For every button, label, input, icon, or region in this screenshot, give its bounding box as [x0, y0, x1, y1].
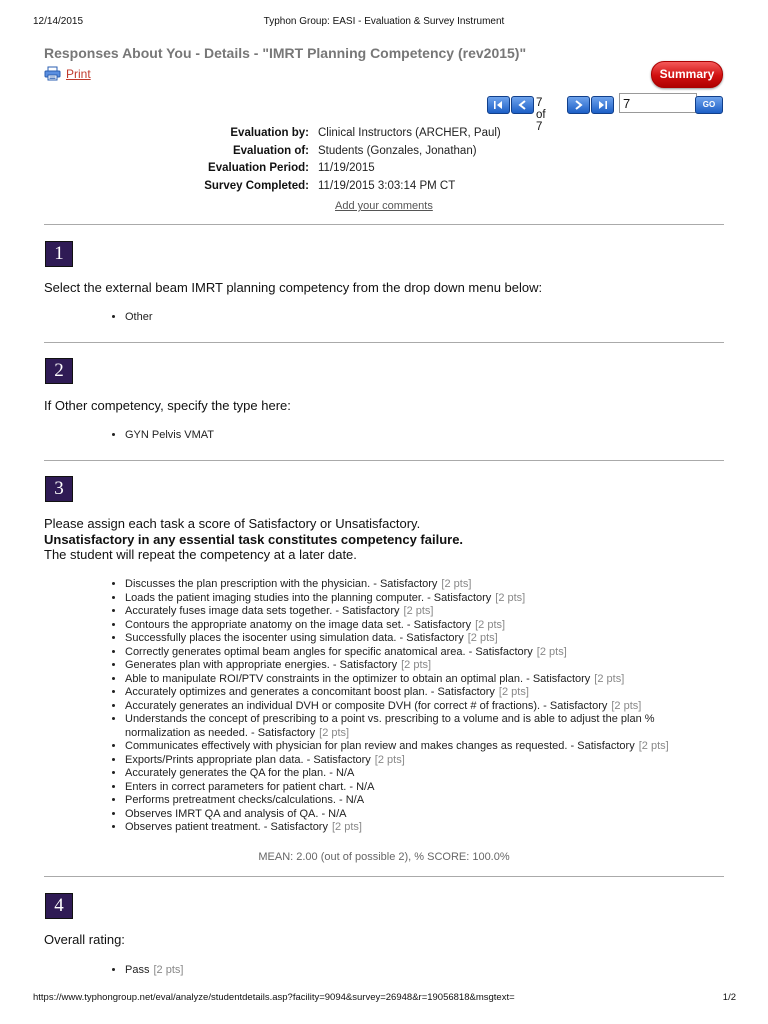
task-item [125, 619, 670, 633]
task-text: Contours the appropriate anatomy on the image data set. - Satisfactory [125, 618, 472, 631]
answer-item: • GYN Pelvis VMAT [125, 429, 214, 443]
question-warning: Unsatisfactory in any essential task constitutes competency failure. [44, 531, 464, 547]
points-label: [2 pts] [403, 605, 434, 617]
question-text: Overall rating: [44, 932, 125, 947]
task-item [125, 754, 670, 768]
points-label: [2 pts] [319, 726, 350, 739]
page-title: Responses About You - Details - "IMRT Planning Competency (rev2015)" [44, 45, 527, 61]
task-item [125, 781, 670, 795]
divider [44, 876, 724, 877]
next-page-icon[interactable] [567, 96, 590, 114]
question-note: The student will repeat the competency at a later date. [44, 547, 357, 562]
divider [44, 224, 724, 225]
answer-item [125, 964, 183, 978]
info-label: Evaluation of: [232, 144, 309, 157]
prev-page-icon[interactable] [511, 96, 534, 114]
task-text: Successfully places the isocenter using simulation data. - Satisfactory [125, 632, 464, 644]
task-text: Exports/Prints appropriate plan data. - Satisfactory [125, 753, 371, 766]
info-value: Students (Gonzales, Jonathan) [318, 144, 477, 157]
question-text: If Other competency, specify the type here: [44, 398, 291, 413]
task-item [125, 686, 670, 700]
task-item [125, 646, 670, 660]
task-text: Performs pretreatment checks/calculations. - N/A [125, 794, 365, 806]
task-text: Correctly generates optimal beam angles for specific anatomical area. - Satisfactory [125, 645, 533, 658]
points-label: [2 pts] [153, 964, 184, 976]
task-text: Accurately optimizes and generates a concomitant boost plan. - Satisfactory [125, 686, 495, 698]
task-list [111, 578, 670, 835]
go-button[interactable]: GO [695, 96, 723, 114]
task-item [125, 821, 670, 835]
info-row-survey-completed [0, 180, 768, 198]
task-text: Accurately generates the QA for the plan. - N/A [125, 767, 355, 779]
task-item [125, 673, 670, 687]
info-row-evaluation-of [0, 145, 768, 163]
task-text: Generates plan with appropriate energies. - Satisfactory [125, 659, 398, 671]
points-label: [2 pts] [498, 686, 529, 698]
answer-list [111, 429, 214, 443]
task-item [125, 605, 670, 619]
task-item [125, 632, 670, 646]
page-number-input[interactable] [619, 93, 697, 113]
points-label: [2 pts] [594, 672, 625, 685]
divider [44, 460, 724, 461]
answer-list [111, 311, 153, 325]
print-doc-title: Typhon Group: EASI - Evaluation & Survey Instrument [263, 16, 505, 27]
points-label: [2 pts] [611, 699, 642, 712]
info-label: Evaluation Period: [208, 162, 309, 174]
task-item [125, 740, 670, 754]
first-page-icon[interactable] [487, 96, 510, 114]
task-text: Discusses the plan prescription with the physician. - Satisfactory [125, 578, 438, 590]
points-label: [2 pts] [441, 578, 472, 590]
printer-icon[interactable] [44, 66, 61, 81]
task-text: Able to manipulate ROI/PTV constraints in the optimizer to obtain an optimal plan. - Satisfactory [125, 672, 591, 685]
question-number-badge: 1 [45, 241, 73, 267]
question-number-badge: 4 [45, 893, 73, 919]
task-item [125, 700, 670, 714]
task-item [125, 578, 670, 592]
task-text: Loads the patient imaging studies into the planning computer. - Satisfactory [125, 591, 492, 604]
add-comments-link[interactable]: Add your comments [335, 200, 433, 212]
info-value: 11/19/2015 3:03:14 PM CT [318, 179, 456, 192]
print-link-group[interactable] [44, 66, 91, 81]
points-label: [2 pts] [467, 632, 498, 644]
task-item [125, 659, 670, 673]
task-item [125, 767, 670, 781]
points-label: [2 pts] [495, 591, 526, 604]
print-header [0, 16, 768, 30]
summary-button[interactable]: Summary [651, 61, 723, 88]
task-text: Understands the concept of prescribing to a point vs. prescribing to a volume and is able to adjust the plan % normalization as needed. - Satisfactory [125, 713, 655, 739]
info-label: Evaluation by: [230, 127, 309, 139]
question-number-badge: 2 [45, 358, 73, 384]
evaluation-info [0, 127, 768, 197]
question-instruction: Please assign each task a score of Satisfactory or Unsatisfactory. [44, 516, 421, 531]
mean-score: MEAN: 2.00 (out of possible 2), % SCORE: 100.0% [258, 851, 510, 863]
task-text: Observes IMRT QA and analysis of QA. - N/A [125, 807, 347, 820]
points-label: [2 pts] [331, 821, 362, 833]
info-row-evaluation-period [0, 162, 768, 180]
info-row-evaluation-by [0, 127, 768, 145]
task-item [125, 794, 670, 808]
answer-list [111, 964, 183, 978]
points-label: [2 pts] [401, 659, 432, 671]
print-page-number: 1/2 [722, 992, 736, 1003]
points-label: [2 pts] [475, 618, 506, 631]
info-label: Survey Completed: [204, 179, 309, 192]
points-label: [2 pts] [374, 753, 405, 766]
task-item [125, 713, 670, 740]
question-text [44, 516, 463, 563]
answer-text: Pass [125, 964, 150, 976]
task-text: Accurately fuses image data sets together. - Satisfactory [125, 605, 400, 617]
answer-item: • Other [125, 311, 153, 325]
divider [44, 342, 724, 343]
task-item [125, 592, 670, 606]
points-label: [2 pts] [638, 740, 669, 752]
question-number-badge: 3 [45, 476, 73, 502]
task-text: Observes patient treatment. - Satisfactory [125, 821, 328, 833]
task-text: Accurately generates an individual DVH or composite DVH (for correct # of fractions). - Satisfactory [125, 699, 608, 712]
print-url: https://www.typhongroup.net/eval/analyze/studentdetails.asp?facility=9094&survey=26948&r=19056818&msgtext= [33, 992, 515, 1003]
print-date: 12/14/2015 [33, 16, 84, 27]
task-item [125, 808, 670, 822]
print-link[interactable]: Print [66, 66, 91, 81]
info-value: 11/19/2015 [318, 162, 375, 174]
last-page-icon[interactable] [591, 96, 614, 114]
question-text: Select the external beam IMRT planning competency from the drop down menu below: [44, 280, 543, 295]
task-text: Enters in correct parameters for patient chart. - N/A [125, 780, 375, 793]
points-label: [2 pts] [536, 645, 567, 658]
task-text: Communicates effectively with physician for plan review and makes changes as requested. - Satisfactory [125, 740, 635, 752]
page-count: 7 of 7 [536, 97, 546, 133]
info-value: Clinical Instructors (ARCHER, Paul) [318, 127, 501, 139]
